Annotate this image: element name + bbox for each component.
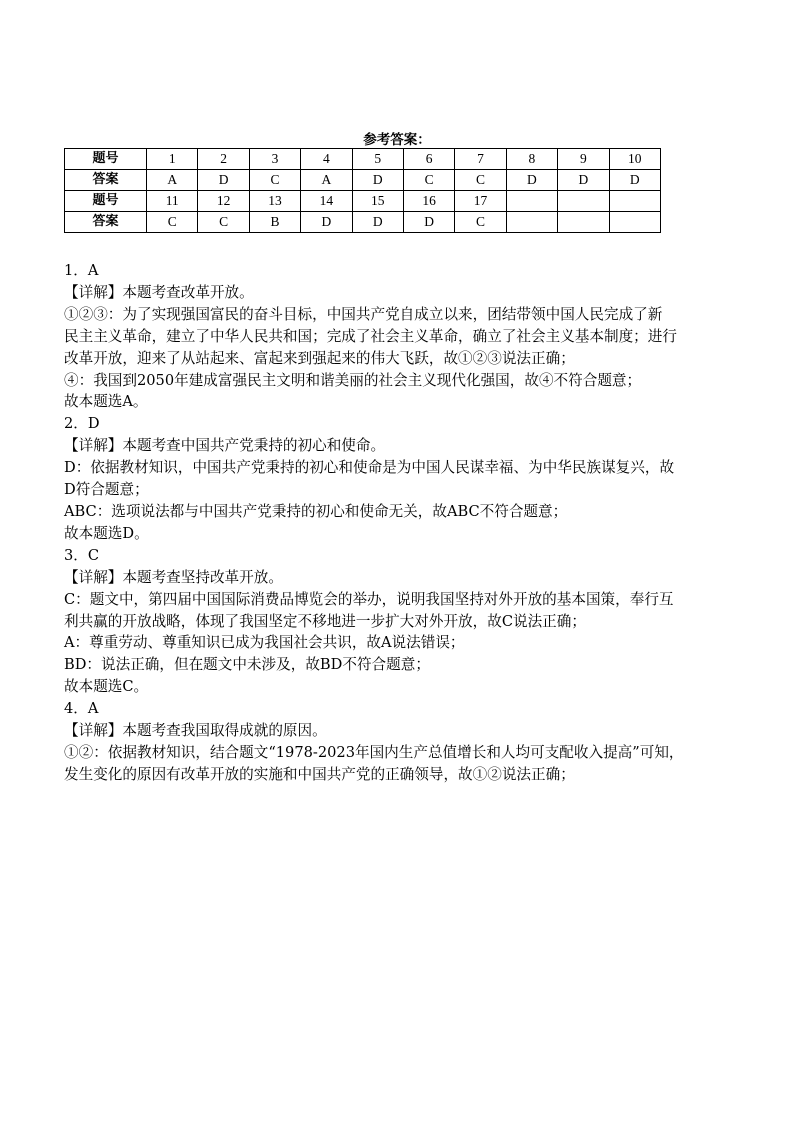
table-cell: D xyxy=(352,170,403,191)
text-line: 利共赢的开放战略，体现了我国坚定不移地进一步扩大对外开放，故C说法正确； xyxy=(64,612,586,630)
text-line: A：尊重劳动、尊重知识已成为我国社会共识，故A说法错误； xyxy=(64,634,465,652)
text-line: 改革开放，迎来了从站起来、富起来到强起来的伟大飞跃，故①②③说法正确； xyxy=(64,349,575,367)
table-cell: 16 xyxy=(403,191,454,212)
table-row xyxy=(65,170,661,191)
table-cell: C xyxy=(455,212,506,233)
text-line: 故本题选A。 xyxy=(64,393,148,411)
table-cell: 8 xyxy=(506,149,557,170)
table-cell xyxy=(558,191,609,212)
row-header: 答案 xyxy=(65,212,147,233)
row-header: 题号 xyxy=(65,191,147,212)
table-cell: C xyxy=(147,212,198,233)
table-cell: C xyxy=(403,170,454,191)
text-line: C：题文中，第四届中国国际消费品博览会的举办，说明我国坚持对外开放的基本国策，奉行互 xyxy=(64,590,674,608)
text-line: ABC：选项说法都与中国共产党秉持的初心和使命无关，故ABC不符合题意； xyxy=(64,502,568,520)
table-cell: 6 xyxy=(403,149,454,170)
table-cell: C xyxy=(198,212,249,233)
text-line: 【详解】本题考查中国共产党秉持的初心和使命。 xyxy=(64,437,386,455)
text-line: 【详解】本题考查改革开放。 xyxy=(64,283,254,301)
table-cell: 1 xyxy=(147,149,198,170)
table-cell: 5 xyxy=(352,149,403,170)
table-cell: D xyxy=(609,170,660,191)
text-line: 发生变化的原因有改革开放的实施和中国共产党的正确领导，故①②说法正确； xyxy=(64,765,575,783)
answer-key-title: 参考答案： xyxy=(363,132,431,148)
table-cell xyxy=(558,212,609,233)
text-line: 【详解】本题考查坚持改革开放。 xyxy=(64,568,283,586)
table-cell: A xyxy=(301,170,352,191)
table-cell: D xyxy=(558,170,609,191)
table-cell: 13 xyxy=(249,191,300,212)
table-cell: 9 xyxy=(558,149,609,170)
text-line: 故本题选D。 xyxy=(64,524,149,542)
table-cell: 14 xyxy=(301,191,352,212)
table-cell xyxy=(506,212,557,233)
text-line: 故本题选C。 xyxy=(64,678,149,696)
table-row xyxy=(65,212,661,233)
table-cell: C xyxy=(455,170,506,191)
text-line: 2．D xyxy=(64,415,100,433)
table-cell: D xyxy=(301,212,352,233)
table-row xyxy=(65,191,661,212)
table-cell: D xyxy=(403,212,454,233)
table-cell xyxy=(609,191,660,212)
text-line: 3．C xyxy=(64,546,100,564)
table-cell: 7 xyxy=(455,149,506,170)
text-line: 1．A xyxy=(64,262,99,279)
text-line: D符合题意； xyxy=(64,481,149,499)
text-line: 民主主义革命，建立了中华人民共和国；完成了社会主义革命，确立了社会主义基本制度；进行 xyxy=(64,327,677,345)
table-cell: 17 xyxy=(455,191,506,212)
table-cell: 12 xyxy=(198,191,249,212)
answer-explanations xyxy=(64,260,744,786)
table-cell: 11 xyxy=(147,191,198,212)
text-line: 【详解】本题考查我国取得成就的原因。 xyxy=(64,722,327,740)
table-row xyxy=(65,149,661,170)
row-header: 答案 xyxy=(65,170,147,191)
table-cell: A xyxy=(147,170,198,191)
row-header: 题号 xyxy=(65,149,147,170)
text-line: BD：说法正确，但在题文中未涉及，故BD不符合题意； xyxy=(64,656,430,674)
table-cell: 2 xyxy=(198,149,249,170)
table-cell: 4 xyxy=(301,149,352,170)
answer-table xyxy=(64,148,661,233)
table-cell: 3 xyxy=(249,149,300,170)
text-line: 4．A xyxy=(64,700,99,718)
table-cell: D xyxy=(352,212,403,233)
text-line: D：依据教材知识，中国共产党秉持的初心和使命是为中国人民谋幸福、为中华民族谋复兴，故 xyxy=(64,459,675,477)
table-cell xyxy=(609,212,660,233)
table-cell: 15 xyxy=(352,191,403,212)
table-cell: B xyxy=(249,212,300,233)
table-cell xyxy=(506,191,557,212)
text-line: ①②③：为了实现强国富民的奋斗目标，中国共产党自成立以来，团结带领中国人民完成了新 xyxy=(64,305,663,323)
table-cell: D xyxy=(506,170,557,191)
table-cell: D xyxy=(198,170,249,191)
table-cell: C xyxy=(249,170,300,191)
text-line: ④：我国到2050年建成富强民主文明和谐美丽的社会主义现代化强国，故④不符合题意； xyxy=(64,371,642,389)
table-cell: 10 xyxy=(609,149,660,170)
text-line: ①②：依据教材知识，结合题文“1978-2023年国内生产总值增长和人均可支配收入提高”可知， xyxy=(64,743,684,761)
